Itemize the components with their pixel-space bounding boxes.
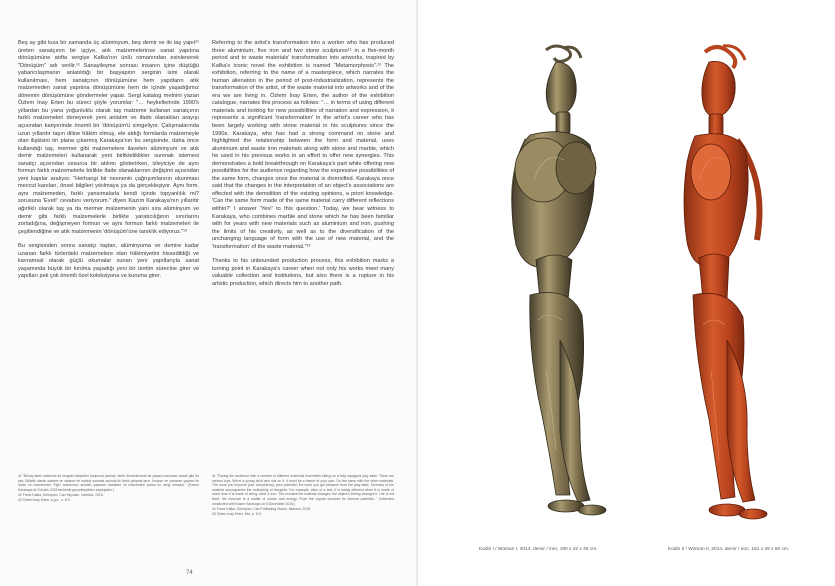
footnote: 43 Özlem İnay Erten, a.g.e., s. 8-9. bbox=[18, 497, 71, 502]
footnote: 42 Franz Kafka, Dönüşüm, Can Publishing House, İstanbul, 2015. bbox=[212, 506, 311, 511]
turkish-paragraph: Beş ay gibi kısa bir zamanda üç alüminyum, beş demir ve iki taş yapıt¹¹ üreten sanatçının bir işçiye, atık malzemelerinse sanat yapıtına dönüşümüne atıfta sergiye Kafka'nın ünlü romanından esinlenerek "Dönüşüm" adı verilir.¹² Sanayileşme sonrası insanın içine düştüğü yabancılaşmanın anlatıldığı bir başyapıtın serginin ismi olarak kullanılması, hem sanatçının dönüşümüne hem yapıtların atık malzemeden sanat yapıtına dönüşümüne hem de içinde yaşadığımız dönemin dönüşümüne göndermeler yapar. Sergi katalog metnini yazan Özlem İnay Erten bu süreci şöyle yorumlar: "… heykellerinde 1990'lı yıllardan bu yana yoğunluklu olarak taş malzeme kullanan sanatçının farklı malzemeleri deneyerek yeni anlatım ve ifade olanakları arayışı açısından kariyerinde önemli bir 'dönüşüm'ü simgeliyor. Çalışmalarında uzun yıllardır taşın diline hâkim olmuş, ele aldığı formlarda malzemeyle olan ilişkisini ön plana çıkarmış Karakaya'nın bu sergisinde, daha önce kullandığı taş, mermer gibi malzemelere ilaveten alüminyum ve atık demir malzemeleri kullanarak yeni birlikteliklikler sunmak istemesi sanatçı açısından cesurca bir atılımı gösterirken, izleyiciye de aynı formun farklı malzemelerle birlikte ifade olanaklarının değişimi açısından yeni kapılar aralıyor. "Herhangi bir nesnenin çağrışımlarının okunması mevcut kanıları, önsel bilgileri yıkılmaya ya da gerçekleşiyor. Aynı form, aynı malzemeden, farklı yansımalarla kendi içinde topyanlılık mi? sorusuna 'Evet!' cevabını veriyorum." diyen Kazım Karakaya'nın yıllardır ağırlıklı olarak taş ya da mermer malzemenin yanı sıra alüminyum ve demir gibi farklı malzemelerle birlikte yaratıcılığının sınırlarını zorladığına, değişmeyen formun ve aynı formun farklı malzemeleri ile çeşitlendiğine ve atık malzemenin 'dönüşüm'üne tanıklık ediyoruz."¹³ bbox=[18, 40, 199, 235]
footnote: 42 Franz Kafka, Dönüşüm, Can Yayınları, İstanbul, 2015. bbox=[18, 492, 104, 497]
english-paragraph: Referring to the artist's transformation into a worker who has produced three aluminium, five iron and two stone sculptures¹¹ in a five-month period and to waste materials' transformation into artworks, inspired by Kafka's iconic novel the exhibition is named "Metamorphosis".¹² The exhibition, referring to the name of a masterpiece, which narrates the human alienation in the period of post-industrialization, represents the transformation of the artist, of the waste material into artworks and of the era we are living in. Özlem İnay Erten, the author of the exhibition catalogue, narrates this process as follows: "… in terms of using different materials and looking for new possibilities of narration and expression, it represents a significant 'transformation' in the artist's career who has been largely working with stone material in his sculptures since the 1990s. Karakaya, who has had a strong command on stone and highlighted the relationship between the form and material, uses aluminium and waste iron materials along with stone and marble, which he used in his previous works in an effort to offer new synergies. This demonstrates a bold breakthrough on Karakaya's part while offering new possibilities for the audience regarding how the expressive possibilities of the same form, changes once the material is diversified. Karakaya once said that the changes in the interpretation of an object's associations are effected with the demolition of the existing opinions, a priori knowledge. 'Can the same form made of the same material carry different reflections within?' I answer 'Yes!' to this question.' Today, we bear witness to Karakaya, who combines marble and stone which he has been familiar with for years with new materials such as aluminium and iron, pushing the limits of his creativity, as well as to the diversification of the unchanging language of form with the use of new material, and the 'transformation' of the waste material."¹³ bbox=[212, 40, 394, 250]
english-paragraph: Thanks to his unbounded production process, this exhibition marks a turning point in Karakaya's career when not only his works meet many valuable collection and institutions, but also there is a rupture in his artistic production, which directs him to another path. bbox=[212, 258, 394, 287]
page-number: 74 bbox=[186, 570, 193, 576]
turkish-footnotes bbox=[18, 474, 199, 503]
turkish-text-column bbox=[18, 40, 199, 288]
turkish-paragraph: Bu sergisinden sonra sanatçı taştan, alüminyuma ve demire kadar uzanan farklı türlerdeki malzemelere olan hâkimiyetini hissedildiği ve kavramsal olarak güçlü okumalar sunan yeni yapıtlarıyla sanat yaşamında büyük bir kırılma yaşadığı yeni bir üretim sürecine girer ve yapıtları pek çok önemli özel koleksiyona ve kuruma girer. bbox=[18, 243, 199, 280]
footnote: 41 "Birkaç farklı malzeme ile sergide izleyicinin karşısına çıkmak, farklı dönemlerinde bir yaşam macerası olarak gibi bir şey. Stilistik olarak sadece ve sadece bir iradeyi sunmak aslında iki farklı çalışma tarzı. İnsanın ve zamanın yaşamı ile insan ve malzemeler. Eğer anılarımızı anlatan yaşamın karakteri ve malzemesi yoksa bu sergi olmazdı." (Kazım Karakaya ile 5 Aralık 2015 tarihinde gerçekleştirilen söyleşiden.) bbox=[18, 474, 199, 492]
caption-woman-ii: Kodin II / Woman II, 2014, demir / iron, 181 x 49 x 50 cm. bbox=[668, 547, 790, 552]
caption-woman-i: Kodin I / Woman I, 2014, demir / iron, 190 x 42 x 45 cm. bbox=[479, 547, 598, 552]
footnote: 41 "Facing the audience with a number of different materials resembles sitting on a fully equipped play table. There are various toys. We're a young child who sits on it. It must be a theme of your own. Do the same with the other materials. The more you improve your competency, your potential, the more you get pleasure from the play table. Diversity of the material accompanies the multiplicity of thoughts. For example, think of a text, it is totally different when it is made of stone than it is made of string, steel & iron. The moment the material changes, the object's feeling changes it. Life is not fixed, the essence is a matter of choice and energy. From the crystal structure its internal potential..." (Interview conducted with Kazım Karakaya on 5 December 2015.) bbox=[212, 474, 394, 506]
english-text-column bbox=[212, 40, 394, 296]
sculpture-woman-i-photo bbox=[468, 40, 643, 540]
sculpture-woman-ii-photo bbox=[665, 40, 815, 545]
footnote: 43 Özlem İnay Erten, ibid. p. 8-9. bbox=[212, 511, 262, 516]
english-footnotes bbox=[212, 474, 394, 517]
